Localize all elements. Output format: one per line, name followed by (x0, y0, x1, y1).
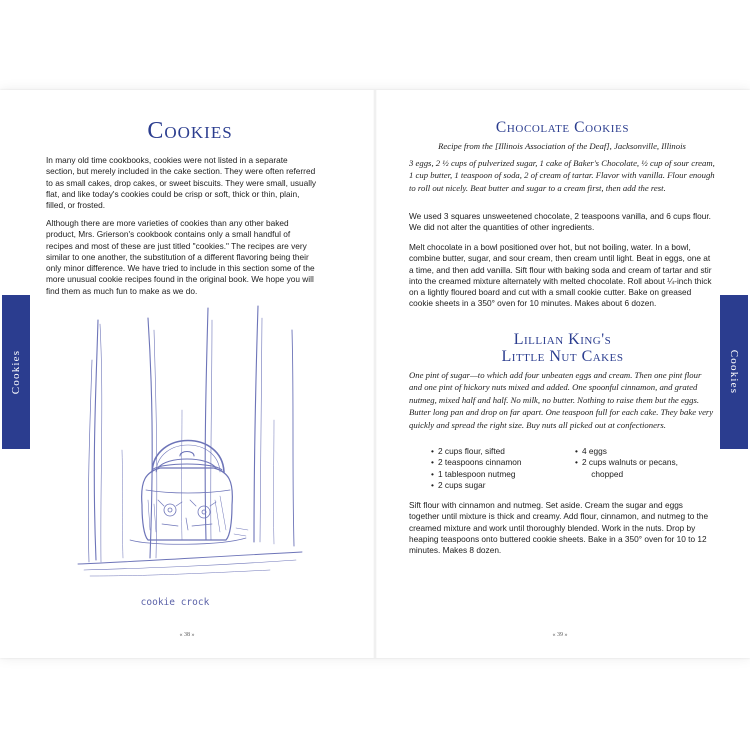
right-page (375, 90, 750, 658)
recipe-note: We used 3 squares unsweetened chocolate, 2 teaspoons vanilla, and 6 cups flour. We did not alter the quantities of other ingredients. (409, 211, 711, 233)
recipe-title-chocolate-cookies: Chocolate Cookies (495, 119, 630, 136)
illustration-caption: cookie crock (140, 597, 210, 608)
ingredient-item: • 1 tablespoon nutmeg (431, 468, 516, 479)
recipe-title-line-1: Lillian King's (513, 331, 612, 348)
ingredient-column-1 (431, 446, 522, 491)
section-tab-label: Cookies (10, 349, 22, 395)
section-tab-left[interactable] (2, 295, 30, 449)
ingredient-item: • 2 cups sugar (431, 479, 486, 490)
ingredient-column-2 (575, 446, 678, 480)
section-tab-right[interactable] (720, 295, 748, 449)
page-title: Cookies (147, 118, 233, 144)
intro-paragraph-1: In many old time cookbooks, cookies were not listed in a separate section, but merely included in the cake section. They were often referred to as small cakes, drop cakes, or sweet biscuits. They were small, usually flat, and like today's cookies could be crisp or soft, thick or thin, plain, filled, or frosted. (46, 155, 317, 211)
cookie-crock-sketch-icon (70, 300, 310, 600)
page-number-right: « 39 » (552, 632, 568, 638)
recipe-source: Recipe from the [Illinois Association of the Deaf], Jacksonville, Illinois (438, 141, 686, 151)
ingredient-list (431, 446, 721, 498)
recipe-title-line-2: Little Nut Cakes (501, 348, 624, 365)
ingredient-item: • 4 eggs (575, 446, 607, 456)
recipe-directions-chocolate: Melt chocolate in a bowl positioned over hot, but not boiling, water. In a bowl, combine butter, sugar, and sour cream, then cream until light. Beat in eggs, one at a time, and then add vanilla. Sift flour with baking soda and cream of tartar and stir into the creamed mixture alternately with melted chocolate. Roll about ¼-inch thick on a lightly floured board and cut with a small cookie cutter. Bake on greased cookie sheets in a 350° oven for 10 minutes. Makes about 6 dozen. (409, 242, 712, 309)
original-recipe-chocolate: 3 eggs, 2 ½ cups of pulverized sugar, 1 cake of Baker's Chocolate, ½ cup of sour cream, 1 cup butter, 1 teaspoon of soda, 2 of cream of tartar. Flavor with vanilla. Flour enough to roll out nicely. Beat butter and sugar to a cream first, then add the rest. (409, 158, 715, 193)
left-page (0, 90, 375, 658)
ingredient-item: • 2 cups flour, sifted (431, 446, 505, 456)
recipe-title-little-nut-cakes (375, 331, 750, 365)
recipe-directions-nut-cakes: Sift flour with cinnamon and nutmeg. Set aside. Cream the sugar and eggs together until mixture is thick and creamy. Add flour, cinnamon, and nutmeg to the creamed mixture and work until thoroughly blended. Work in the nuts. Drop by heaping teaspoons onto buttered cookie sheets. Bake in a 350° oven for 10 to 12 minutes. Makes 8 dozen. (409, 500, 709, 556)
ingredient-item: • 2 teaspoons cinnamon (431, 457, 522, 468)
page-number-left: « 38 » (179, 632, 195, 638)
original-recipe-nut-cakes: One pint of sugar—to which add four unbeaten eggs and cream. Then one pint flour and one pint of hickory nuts mixed and added. One spoonful cinnamon, and grated nutmeg, mixed half and half. No milk, no butter. Nothing to raise them but the eggs. Butter long pan and drop on far apart. One teaspoon full for each cake. They bake very quickly and spread the right size. Buy nuts all picked out at confectioners. (409, 370, 714, 430)
intro-paragraph-2: Although there are more varieties of cookies than any other baked product, Mrs. Grierson's cookbook contains only a small handful of recipes and most of these are just titled "cookies." The recipes are very similar to one another, the substitution of a different flavoring being their only minor difference. We have tried to include in this section some of the more unusual cookie recipes found in the original book. We hope you will find them as much fun to make as we do. (46, 218, 315, 296)
section-tab-label: Cookies (728, 349, 740, 395)
ingredient-item: • 2 cups walnuts or pecans, chopped (575, 457, 678, 479)
